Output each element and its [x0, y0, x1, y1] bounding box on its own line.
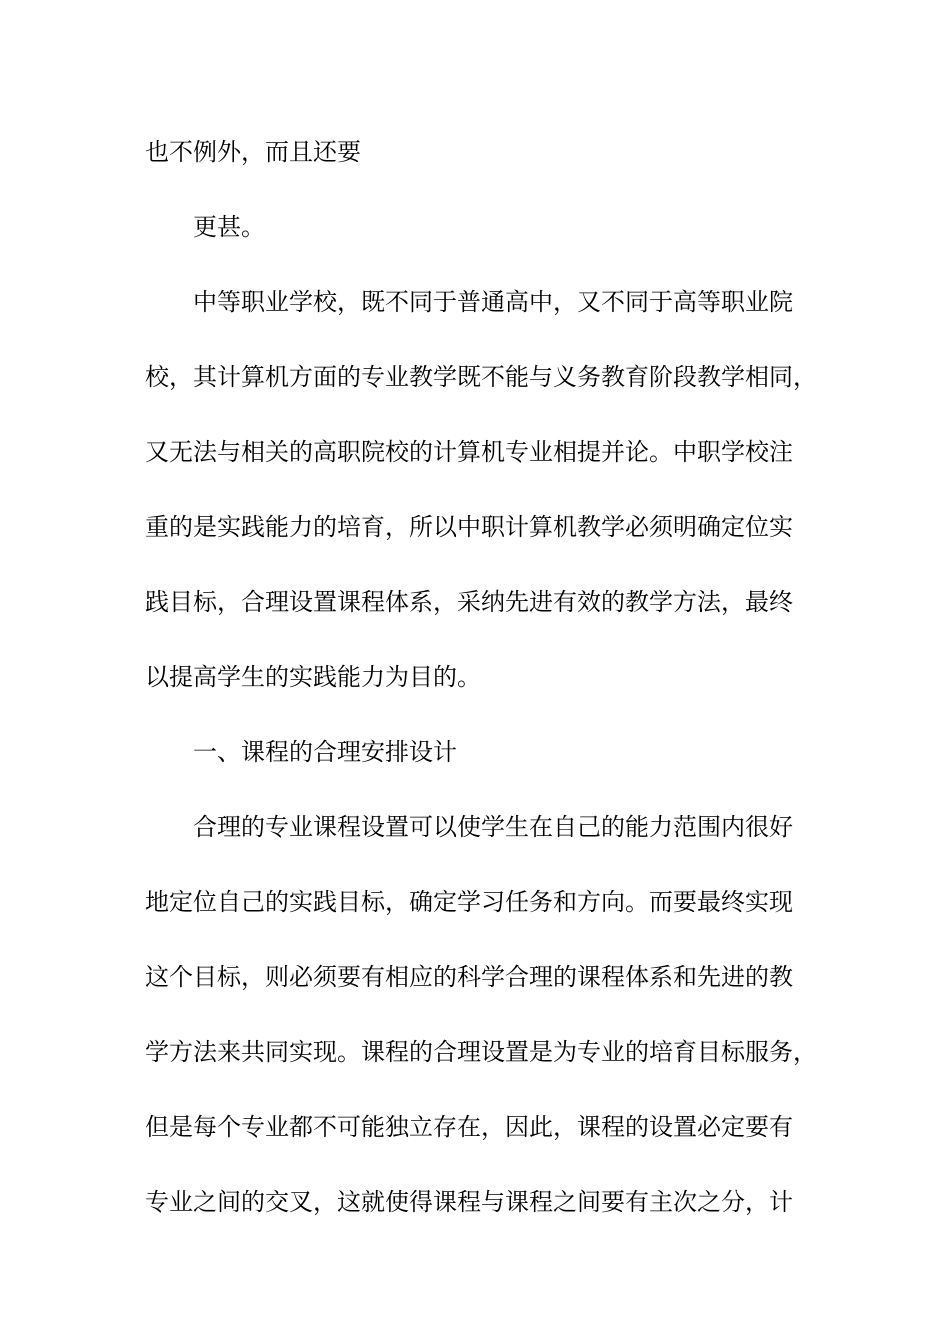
text-line: 也不例外，而且还要: [145, 138, 361, 166]
text-line: 中等职业学校，既不同于普通高中，又不同于高等职业院: [193, 288, 793, 316]
text-line: 合理的专业课程设置可以使学生在自己的能力范围内很好: [193, 813, 793, 841]
text-line: 重的是实践能力的培育，所以中职计算机教学必须明确定位实: [145, 513, 793, 541]
text-line: 这个目标，则必须要有相应的科学合理的课程体系和先进的教: [145, 963, 793, 991]
text-line: 学方法来共同实现。课程的合理设置是为专业的培育目标服务，: [145, 1038, 817, 1066]
text-line: 专业之间的交叉，这就使得课程与课程之间要有主次之分，计: [145, 1188, 793, 1216]
section-heading: 一、课程的合理安排设计: [193, 738, 457, 766]
text-line: 践目标，合理设置课程体系，采纳先进有效的教学方法，最终: [145, 588, 793, 616]
text-line: 校，其计算机方面的专业教学既不能与义务教育阶段教学相同，: [145, 363, 817, 391]
text-line: 但是每个专业都不可能独立存在，因此，课程的设置必定要有: [145, 1113, 793, 1141]
text-line: 以提高学生的实践能力为目的。: [145, 663, 481, 691]
text-line: 又无法与相关的高职院校的计算机专业相提并论。中职学校注: [145, 438, 793, 466]
text-line: 更甚。: [193, 213, 265, 241]
text-line: 地定位自己的实践目标，确定学习任务和方向。而要最终实现: [145, 888, 793, 916]
